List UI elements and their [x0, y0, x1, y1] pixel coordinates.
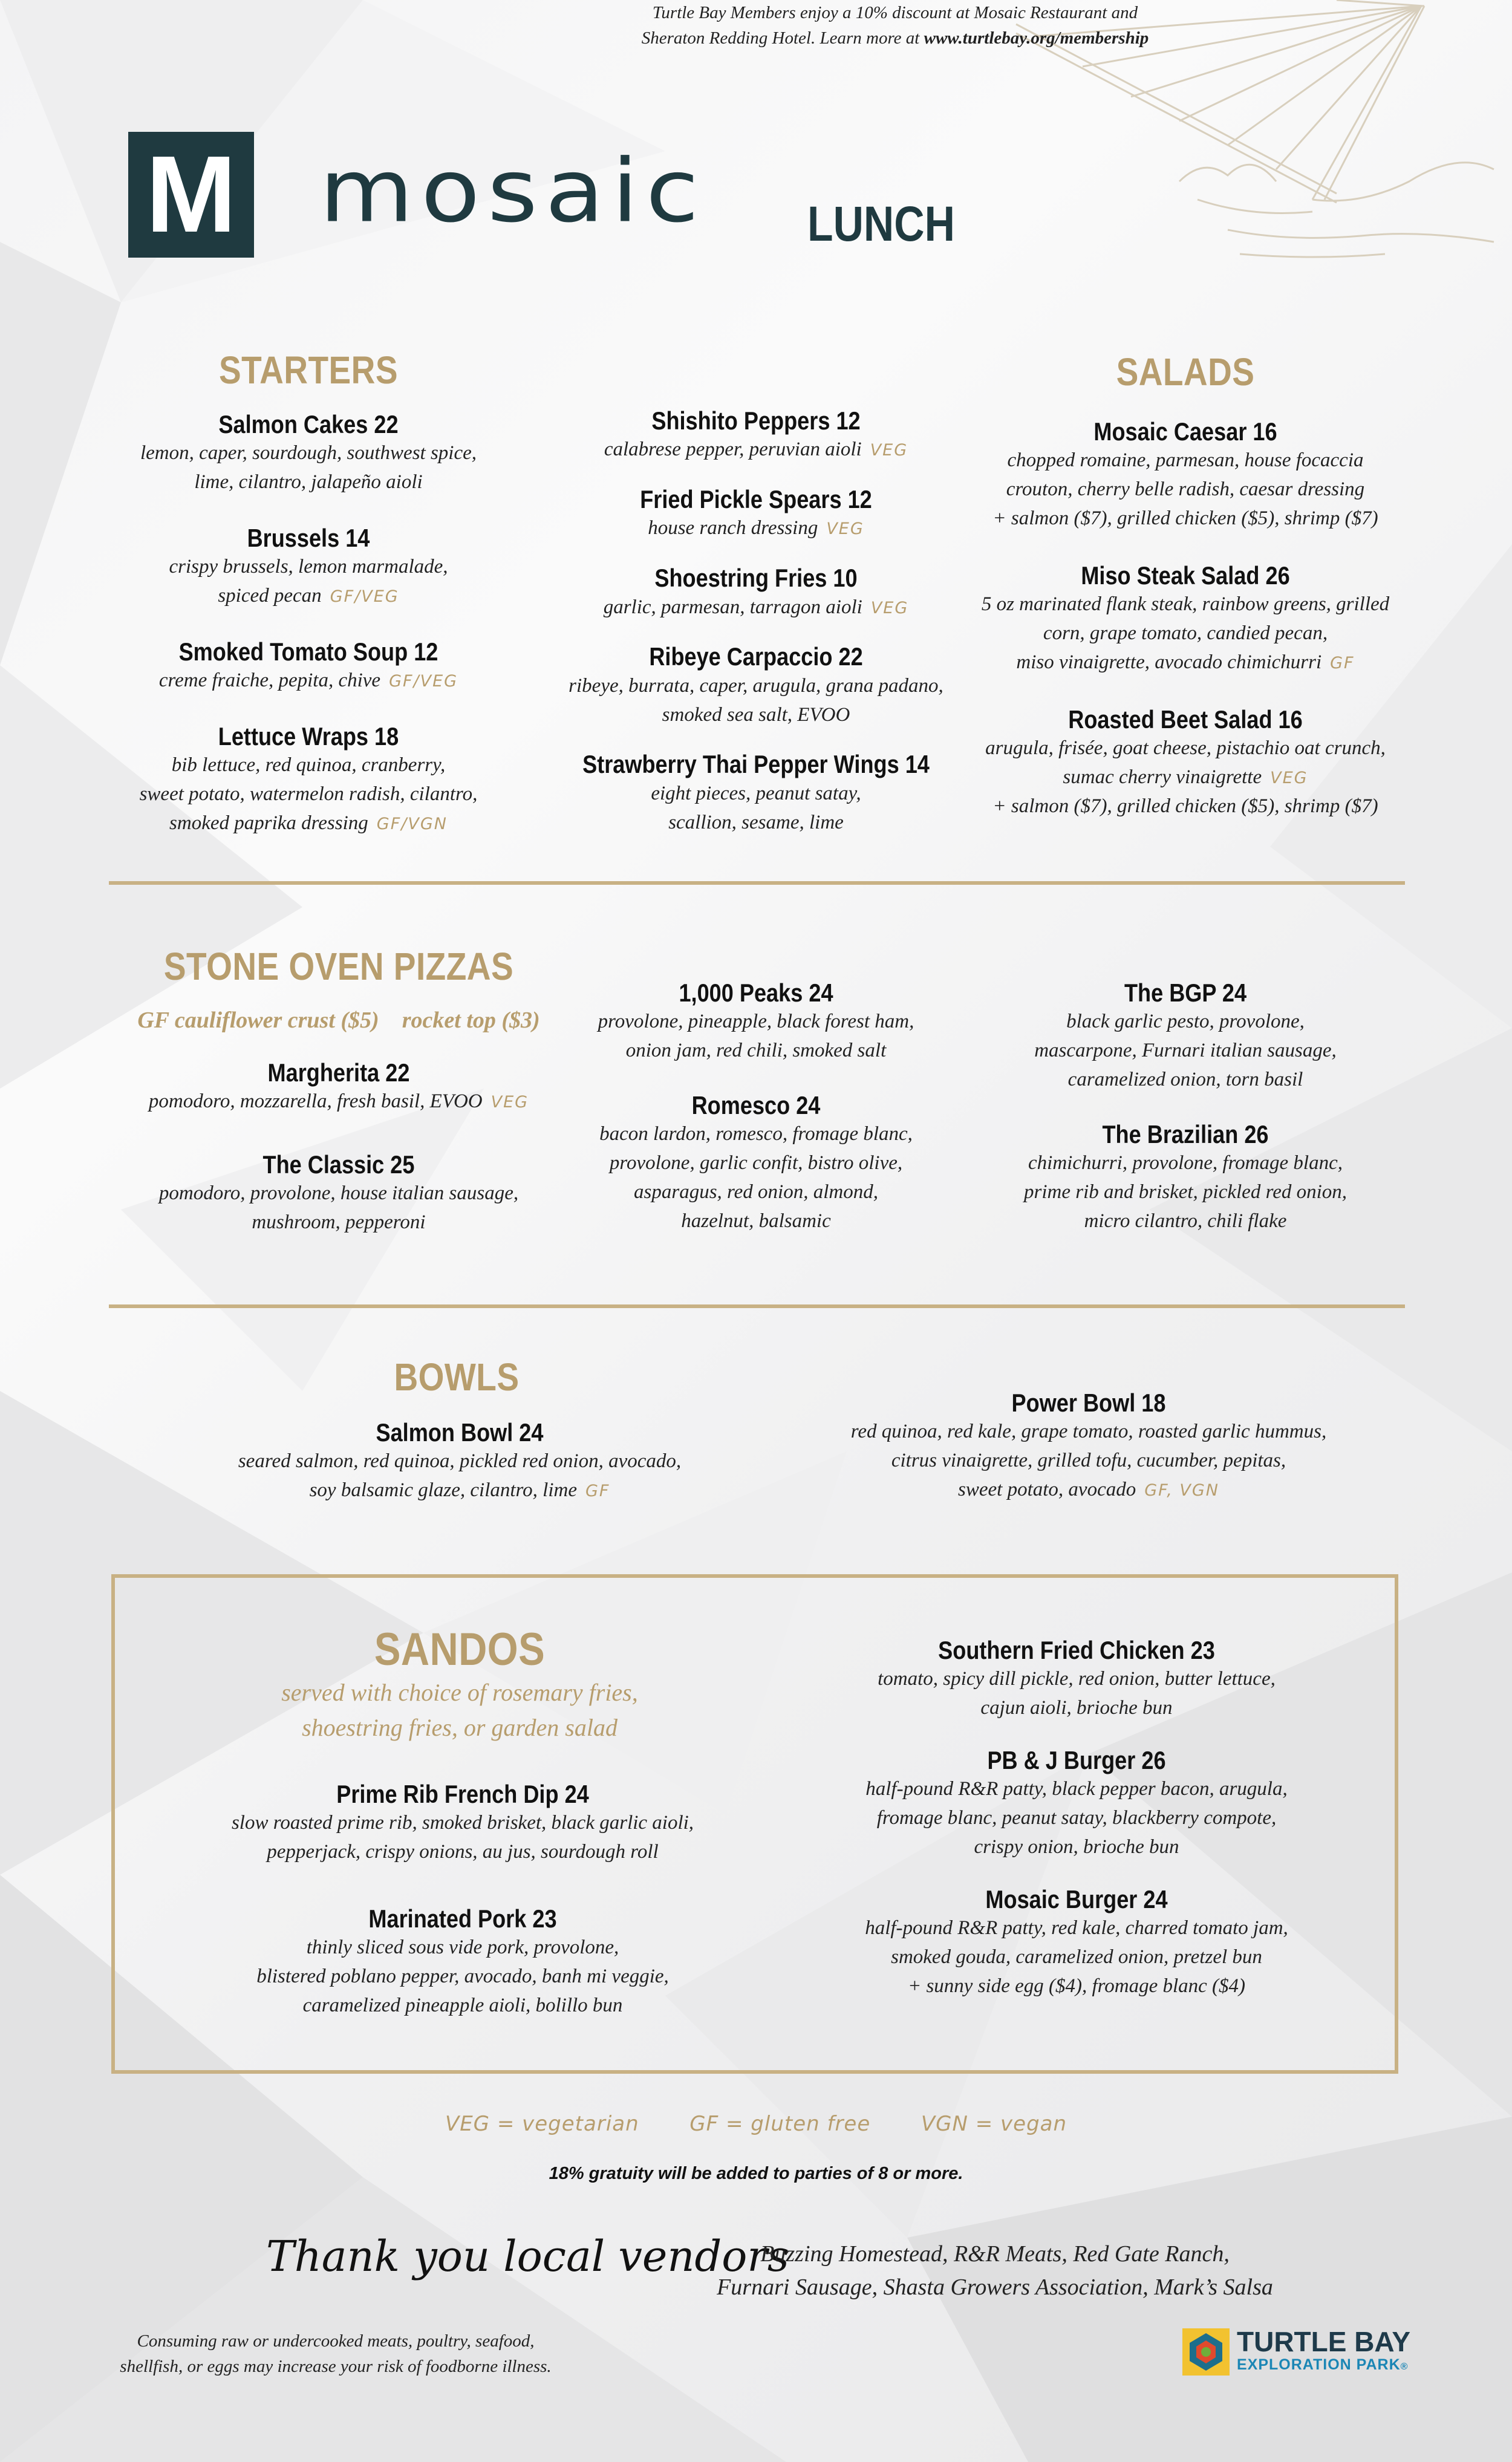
bowls-heading: BOWLS: [394, 1355, 520, 1399]
item-description: [200, 1476, 720, 1505]
item-description-text: sweet potato, avocado: [958, 1478, 1136, 1500]
sandos-subtitle: [218, 1675, 702, 1745]
warning-line-1: Consuming raw or undercooked meats, poultry, seafood,: [137, 2331, 535, 2351]
item-description: [947, 648, 1424, 677]
item-description-text: + sunny side egg ($4), fromage blanc ($4): [907, 1975, 1246, 1997]
starters-col2: [541, 406, 971, 858]
item-description: [980, 1037, 1391, 1066]
diet-tag: VEG: [870, 598, 909, 617]
item-description: [109, 553, 508, 582]
turtle-bay-brand: [1237, 2327, 1410, 2374]
item-description: [980, 1178, 1391, 1207]
item-name: Lettuce Wraps 18: [218, 722, 399, 751]
item-description: [175, 1991, 750, 2021]
membership-link[interactable]: www.turtlebay.org/membership: [924, 28, 1149, 48]
legend-gf: GF = gluten free: [689, 2112, 871, 2136]
diet-tag: GF/VEG: [330, 587, 399, 607]
item-description-text: crispy onion, brioche bun: [974, 1835, 1179, 1858]
item-description-text: prime rib and brisket, pickled red onion,: [1023, 1181, 1347, 1203]
item-description: [541, 593, 971, 622]
item-description: [804, 1833, 1349, 1862]
menu-item: [947, 705, 1424, 821]
item-description: [541, 672, 971, 701]
item-description-text: half-pound R&R patty, red kale, charred tomato jam,: [865, 1917, 1288, 1939]
item-description-text: citrus vinaigrette, grilled tofu, cucumber, pepitas,: [891, 1450, 1286, 1472]
menu-item: [200, 1418, 720, 1505]
item-description: [947, 792, 1424, 821]
item-name: Southern Fried Chicken 23: [938, 1636, 1215, 1664]
item-name: Shoestring Fries 10: [654, 564, 858, 593]
sandos-col2: [804, 1636, 1349, 2024]
starters-heading: STARTERS: [219, 348, 398, 392]
item-description: [947, 619, 1424, 648]
item-description-text: garlic, parmesan, tarragon aioli: [603, 596, 862, 618]
item-description-text: half-pound R&R patty, black pepper bacon, arugula,: [865, 1778, 1288, 1800]
legend: [363, 2112, 1149, 2136]
item-name: Romesco 24: [691, 1090, 821, 1119]
item-name: Strawberry Thai Pepper Wings 14: [582, 750, 930, 779]
item-description: [109, 809, 508, 838]
vendors-line-2: Furnari Sausage, Shasta Growers Association, Mark’s Salsa: [717, 2275, 1273, 2301]
item-description-text: creme fraiche, pepita, chive: [158, 669, 381, 692]
salads-heading: SALADS: [1116, 350, 1255, 394]
item-description: [947, 763, 1424, 792]
item-description-text: cajun aioli, brioche bun: [980, 1697, 1173, 1719]
item-description: [980, 1149, 1391, 1178]
item-description-text: slow roasted prime rib, smoked brisket, black garlic aioli,: [231, 1812, 694, 1834]
item-description-text: corn, grape tomato, candied pecan,: [1043, 622, 1328, 644]
item-description-text: pomodoro, mozzarella, fresh basil, EVOO: [148, 1090, 483, 1113]
bowls-col2: [786, 1389, 1391, 1539]
item-description-text: chopped romaine, parmesan, house focaccia: [1007, 449, 1364, 472]
bowls-col1: [200, 1418, 720, 1539]
pizzas-col1: [109, 1058, 569, 1271]
members-line-2: Sheraton Redding Hotel. Learn more at: [641, 28, 924, 48]
item-name: Mosaic Caesar 16: [1093, 417, 1277, 446]
item-description-text: calabrese pepper, peruvian aioli: [604, 438, 862, 461]
item-name: Fried Pickle Spears 12: [640, 485, 872, 514]
item-description-text: + salmon ($7), grilled chicken ($5), shrimp ($7): [992, 507, 1378, 529]
divider-2: [109, 1304, 1405, 1308]
menu-item: [109, 722, 508, 838]
item-description: [804, 1943, 1349, 1972]
item-name: Margherita 22: [267, 1058, 410, 1087]
item-name: Salmon Bowl 24: [376, 1418, 544, 1447]
menu-subtitle: LUNCH: [807, 197, 955, 252]
menu-item: [980, 1120, 1391, 1236]
item-description: [175, 1838, 750, 1867]
item-description: [804, 1665, 1349, 1694]
item-name: Miso Steak Salad 26: [1081, 561, 1290, 590]
item-description: [556, 1008, 956, 1037]
item-description-text: bib lettuce, red quinoa, cranberry,: [171, 754, 446, 777]
item-name: Smoked Tomato Soup 12: [178, 637, 438, 666]
item-description: [541, 780, 971, 809]
item-description-text: caramelized onion, torn basil: [1067, 1068, 1303, 1090]
item-name: PB & J Burger 26: [987, 1745, 1166, 1774]
pizzas-heading: STONE OVEN PIZZAS: [163, 945, 514, 988]
menu-item: [109, 1058, 569, 1116]
registered-mark: ®: [1400, 2362, 1409, 2372]
item-description-text: lemon, caper, sourdough, southwest spice,: [140, 442, 477, 464]
starters-col1: [109, 410, 508, 865]
item-description: [109, 468, 508, 497]
item-name: Prime Rib French Dip 24: [336, 1780, 589, 1808]
item-description-text: + salmon ($7), grilled chicken ($5), shrimp ($7): [992, 795, 1378, 817]
logo-block: [128, 132, 254, 258]
item-description-text: crouton, cherry belle radish, caesar dressing: [1006, 478, 1365, 501]
sandos-subtitle-line-1: served with choice of rosemary fries,: [281, 1679, 638, 1706]
menu-item: [175, 1904, 750, 2021]
item-description-text: mushroom, pepperoni: [252, 1211, 426, 1234]
menu-item: [109, 637, 508, 695]
diet-tag: VEG: [490, 1093, 529, 1112]
item-description: [175, 1809, 750, 1838]
item-description-text: onion jam, red chili, smoked salt: [625, 1040, 887, 1062]
item-name: The Classic 25: [262, 1150, 415, 1179]
item-description: [175, 1933, 750, 1962]
item-description-text: soy balsamic glaze, cilantro, lime: [309, 1479, 577, 1502]
item-description: [947, 590, 1424, 619]
members-note: [605, 0, 1185, 51]
item-description: [947, 446, 1424, 475]
item-description-text: arugula, frisée, goat cheese, pistachio oat crunch,: [985, 737, 1386, 759]
item-description-text: crispy brussels, lemon marmalade,: [169, 556, 448, 578]
pizza-options: GF cauliflower crust ($5) rocket top ($3): [137, 1008, 540, 1033]
item-description-text: spiced pecan: [218, 585, 322, 607]
item-name: Marinated Pork 23: [368, 1904, 557, 1933]
item-description: [804, 1972, 1349, 2001]
item-description-text: provolone, pineapple, black forest ham,: [598, 1011, 914, 1033]
sandos-subtitle-line-2: shoestring fries, or garden salad: [302, 1714, 618, 1741]
item-description-text: smoked paprika dressing: [169, 812, 368, 835]
item-description-text: scallion, sesame, lime: [668, 811, 844, 833]
legend-vgn: VGN = vegan: [921, 2112, 1067, 2136]
item-description: [556, 1037, 956, 1066]
menu-item: [804, 1636, 1349, 1723]
item-name: Salmon Cakes 22: [218, 410, 399, 438]
turtle-bay-sub: EXPLORATION PARK: [1237, 2356, 1401, 2374]
menu-item: [804, 1885, 1349, 2001]
item-description: [980, 1008, 1391, 1037]
item-description-text: chimichurri, provolone, fromage blanc,: [1028, 1152, 1343, 1174]
item-description-text: miso vinaigrette, avocado chimichurri: [1016, 651, 1322, 673]
item-description: [109, 780, 508, 809]
item-description-text: tomato, spicy dill pickle, red onion, butter lettuce,: [878, 1668, 1276, 1690]
item-description-text: asparagus, red onion, almond,: [634, 1181, 878, 1203]
menu-item: [109, 410, 508, 497]
item-description: [109, 751, 508, 780]
item-name: Power Bowl 18: [1011, 1389, 1166, 1417]
item-description: [175, 1962, 750, 1991]
menu-item: [786, 1389, 1391, 1505]
diet-tag: VEG: [826, 519, 864, 539]
item-name: The BGP 24: [1124, 979, 1247, 1007]
item-description-text: provolone, garlic confit, bistro olive,: [609, 1152, 903, 1174]
item-description: [804, 1914, 1349, 1943]
item-name: 1,000 Peaks 24: [679, 979, 833, 1007]
item-description: [541, 809, 971, 838]
brand-wordmark: mosaic: [319, 140, 706, 242]
divider-1: [109, 881, 1405, 885]
gratuity-note: 18% gratuity will be added to parties of 8 or more.: [549, 2164, 963, 2183]
menu-item: [541, 406, 971, 464]
menu-item: [947, 561, 1424, 677]
item-description-text: smoked sea salt, EVOO: [662, 703, 850, 726]
item-description: [541, 701, 971, 730]
item-description: [947, 475, 1424, 504]
item-description-text: pepperjack, crispy onions, au jus, sourdough roll: [267, 1841, 659, 1863]
item-description-text: 5 oz marinated flank steak, rainbow greens, grilled: [981, 593, 1390, 616]
item-description-text: hazelnut, balsamic: [681, 1210, 831, 1232]
menu-item: [804, 1746, 1349, 1862]
item-name: Shishito Peppers 12: [651, 406, 861, 435]
item-name: Ribeye Carpaccio 22: [649, 642, 863, 671]
pizzas-col2: [556, 979, 956, 1262]
menu-item: [541, 642, 971, 729]
item-description: [556, 1120, 956, 1149]
sandos-col1: [175, 1780, 750, 2058]
turtle-bay-title: TURTLE BAY: [1237, 2326, 1411, 2357]
menu-item: [541, 750, 971, 837]
menu-item: [556, 1091, 956, 1236]
menu-item: [947, 417, 1424, 533]
menu-item: [556, 979, 956, 1066]
item-description-text: ribeye, burrata, caper, arugula, grana padano,: [569, 674, 943, 697]
item-description: [109, 666, 508, 695]
item-description: [786, 1418, 1391, 1447]
item-description-text: thinly sliced sous vide pork, provolone,: [306, 1936, 619, 1959]
item-description-text: pomodoro, provolone, house italian sausage,: [158, 1182, 519, 1205]
item-description: [109, 1087, 569, 1116]
item-description: [109, 582, 508, 611]
foodborne-warning: [79, 2328, 593, 2379]
item-description-text: sweet potato, watermelon radish, cilantro,: [139, 783, 478, 806]
item-description: [804, 1694, 1349, 1723]
item-description-text: red quinoa, red kale, grape tomato, roasted garlic hummus,: [850, 1421, 1327, 1443]
item-description: [109, 1208, 569, 1237]
members-line-1: Turtle Bay Members enjoy a 10% discount at Mosaic Restaurant and: [652, 3, 1138, 22]
item-description-text: caramelized pineapple aioli, bolillo bun: [302, 1994, 623, 2016]
item-description-text: black garlic pesto, provolone,: [1066, 1011, 1305, 1033]
item-name: Roasted Beet Salad 16: [1068, 705, 1303, 734]
item-description-text: sumac cherry vinaigrette: [1063, 766, 1262, 788]
item-description: [556, 1178, 956, 1207]
item-description: [541, 514, 971, 543]
item-description: [786, 1447, 1391, 1476]
item-description: [980, 1207, 1391, 1236]
item-name: The Brazilian 26: [1102, 1119, 1269, 1148]
diet-tag: GF: [1330, 653, 1355, 672]
item-description: [804, 1804, 1349, 1833]
vendors-line-1: Buzzing Homestead, R&R Meats, Red Gate Ranch,: [760, 2241, 1230, 2267]
menu-item: [175, 1780, 750, 1867]
item-description-text: eight pieces, peanut satay,: [651, 782, 861, 804]
item-description-text: fromage blanc, peanut satay, blackberry compote,: [876, 1807, 1277, 1829]
pizzas-col3: [980, 979, 1391, 1262]
item-description-text: mascarpone, Furnari italian sausage,: [1034, 1040, 1337, 1062]
vendors-list: [714, 2238, 1276, 2304]
item-description: [786, 1476, 1391, 1505]
item-description: [980, 1066, 1391, 1095]
item-description-text: bacon lardon, romesco, fromage blanc,: [599, 1123, 913, 1145]
menu-item: [109, 1150, 569, 1237]
menu-item: [541, 564, 971, 622]
item-name: Mosaic Burger 24: [985, 1884, 1168, 1913]
item-name: Brussels 14: [247, 523, 370, 552]
item-description: [109, 1179, 569, 1208]
item-description: [109, 439, 508, 468]
item-description-text: lime, cilantro, jalapeño aioli: [194, 471, 423, 493]
sandos-heading: SANDOS: [374, 1624, 546, 1675]
diet-tag: VEG: [1270, 768, 1308, 787]
item-description: [804, 1775, 1349, 1804]
item-description: [556, 1149, 956, 1178]
diet-tag: GF/VEG: [389, 672, 458, 691]
diet-tag: GF, VGN: [1144, 1480, 1219, 1500]
vendors-title: Thank you local vendors: [266, 2232, 789, 2281]
diet-tag: GF/VGN: [376, 815, 448, 834]
diet-tag: GF: [585, 1482, 610, 1501]
item-description-text: seared salmon, red quinoa, pickled red onion, avocado,: [238, 1450, 682, 1473]
item-description: [200, 1447, 720, 1476]
salads-col: [947, 417, 1424, 848]
item-description-text: house ranch dressing: [648, 517, 818, 539]
item-description-text: blistered poblano pepper, avocado, banh mi veggie,: [256, 1965, 669, 1988]
legend-veg: VEG = vegetarian: [445, 2112, 639, 2136]
item-description-text: micro cilantro, chili flake: [1084, 1210, 1287, 1232]
item-description: [947, 504, 1424, 533]
item-description-text: smoked gouda, caramelized onion, pretzel bun: [891, 1946, 1262, 1968]
menu-item: [980, 979, 1391, 1095]
item-description: [541, 435, 971, 464]
item-description: [556, 1207, 956, 1236]
warning-line-2: shellfish, or eggs may increase your risk of foodborne illness.: [120, 2357, 552, 2377]
turtle-logo-icon: [1182, 2328, 1230, 2376]
menu-item: [109, 524, 508, 611]
logo-letter: M: [146, 134, 236, 255]
diet-tag: VEG: [870, 441, 908, 460]
item-description: [947, 734, 1424, 763]
menu-item: [541, 485, 971, 543]
